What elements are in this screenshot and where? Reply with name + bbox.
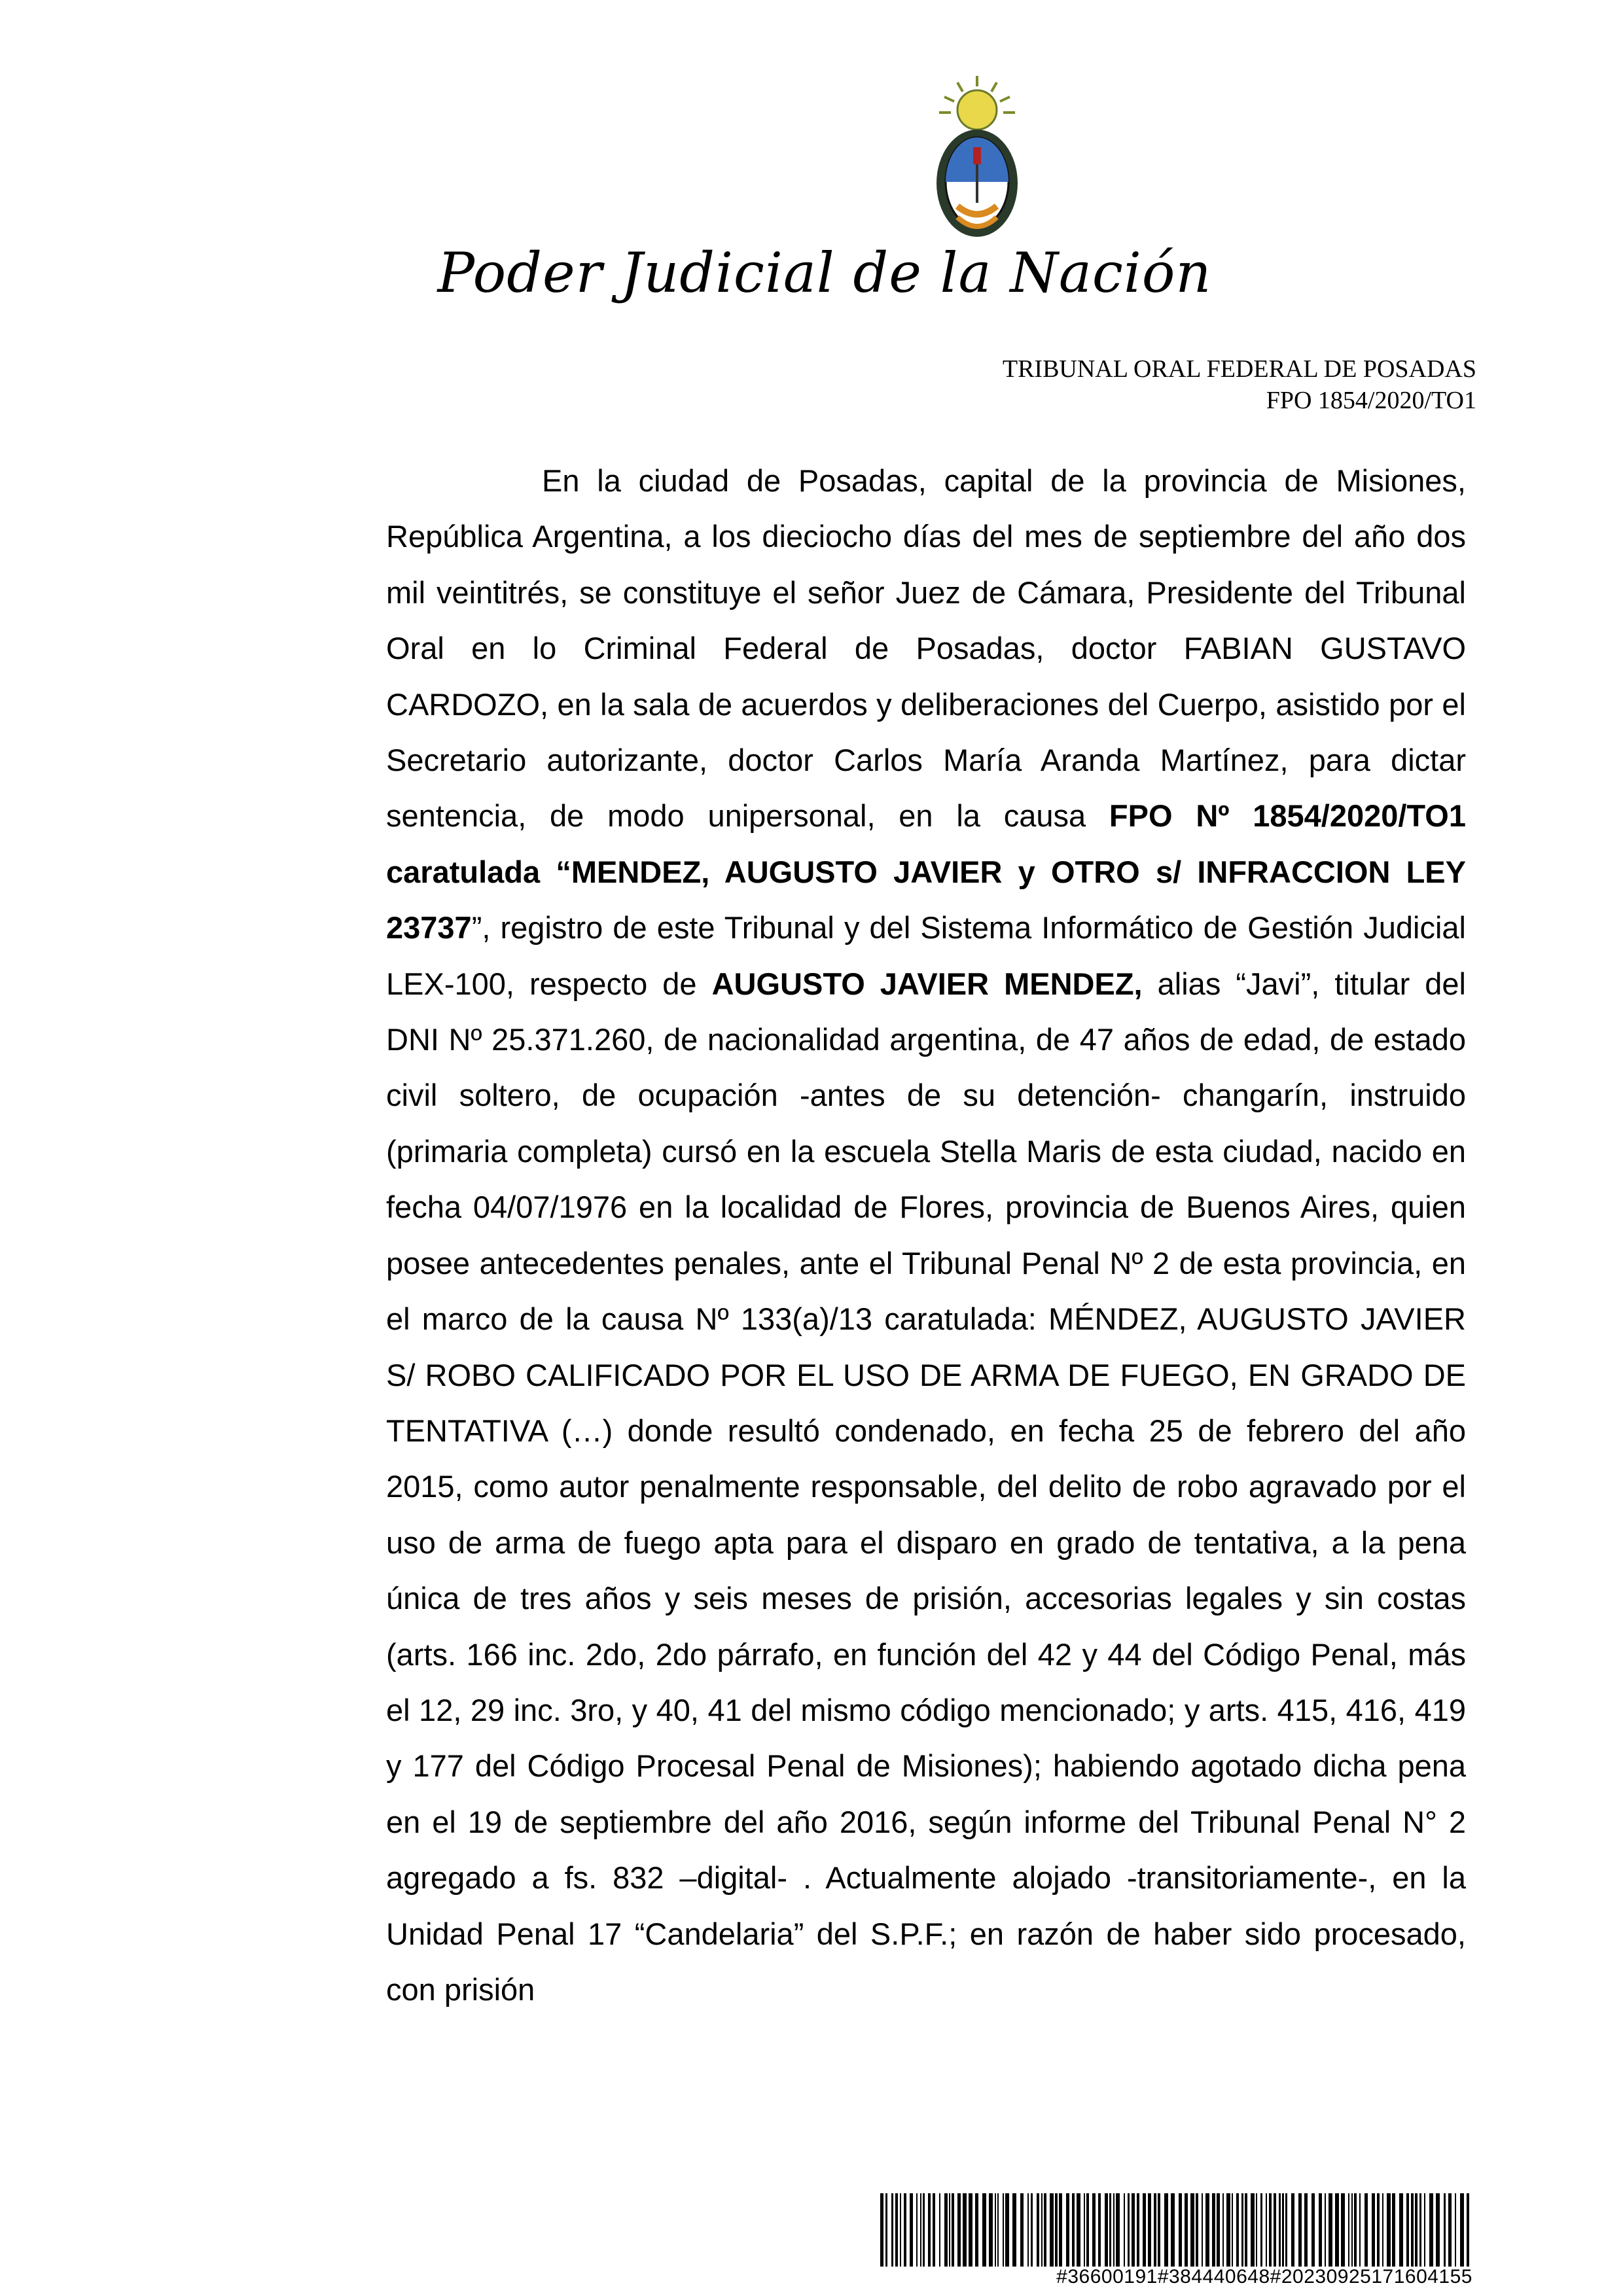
barcode-icon: [880, 2193, 1472, 2267]
case-number: FPO 1854/2020/TO1: [1266, 387, 1476, 414]
paragraph: [386, 453, 1466, 2017]
page-title: Poder Judicial de la Nación: [437, 241, 1212, 305]
document-body: [386, 453, 1466, 2017]
text-run: alias “Javi”, titular del DNI Nº 25.371.260, de nacionalidad argentina, de 47 años de edad, de estado civil soltero, de ocupación -antes de su detención- changarín, instruido (primaria completa) cursó en la escuela Stella Maris de esta ciudad, nacido en fecha 04/07/1976 en la localidad de Flores, provincia de Buenos Aires, quien posee antecedentes penales, ante el Tribunal Penal Nº 2 de esta provincia, en el marco de la causa Nº 133(a)/13 caratulada: MÉNDEZ, AUGUSTO JAVIER S/ ROBO CALIFICADO POR EL USO DE ARMA DE FUEGO, EN GRADO DE TENTATIVA (…) donde resultó condenado, en fecha 25 de febrero del año 2015, como autor penalmente responsable, del delito de robo agravado por el uso de arma de fuego apta para el disparo en grado de tentativa, a la pena única de tres años y seis meses de prisión, accesorias legales y sin costas (arts. 166 inc. 2do, 2do párrafo, en función del 42 y 44 del Código Penal, más el 12, 29 inc. 3ro, y 40, 41 del mismo código mencionado; y arts. 415, 416, 419 y 177 del Código Procesal Penal de Misiones); habiendo agotado dicha pena en el 19 de septiembre del año 2016, según informe del Tribunal Penal N° 2 agregado a fs. 832 –digital- . Actualmente alojado -transitoriamente-, en la Unidad Penal 17 “Candelaria” del S.P.F.; en razón de haber sido procesado, con prisión: [386, 966, 1467, 2007]
barcode-text: #36600191#384440648#20230925171604155: [1056, 2266, 1472, 2287]
defendant-name: AUGUSTO JAVIER MENDEZ,: [711, 966, 1143, 1001]
argentina-coat-of-arms-icon: [918, 72, 1036, 255]
case-title: FPO Nº 1854/2020/TO1 caratulada “MENDEZ, AUGUSTO JAVIER y OTRO s/ INFRACCION LEY 23737: [386, 798, 1466, 945]
court-header: [1003, 353, 1476, 416]
court-name: TRIBUNAL ORAL FEDERAL DE POSADAS: [1002, 355, 1476, 383]
text-run: En la ciudad de Posadas, capital de la provincia de Misiones, República Argentina, a los dieciocho días del mes de septiembre del año dos mil veintitrés, se constituye el señor Juez de Cámara, Presidente del Tribunal Oral en lo Criminal Federal de Posadas, doctor FABIAN GUSTAVO CARDOZO, en la sala de acuerdos y deliberaciones del Cuerpo, asistido por el Secretario autorizante, doctor Carlos María Aranda Martínez, para dictar sentencia, de modo unipersonal, en la causa: [386, 463, 1466, 834]
text-run: ”, registro de este Tribunal y del Sistema Informático de Gestión Judicial LEX-100, respecto de: [386, 910, 1466, 1001]
